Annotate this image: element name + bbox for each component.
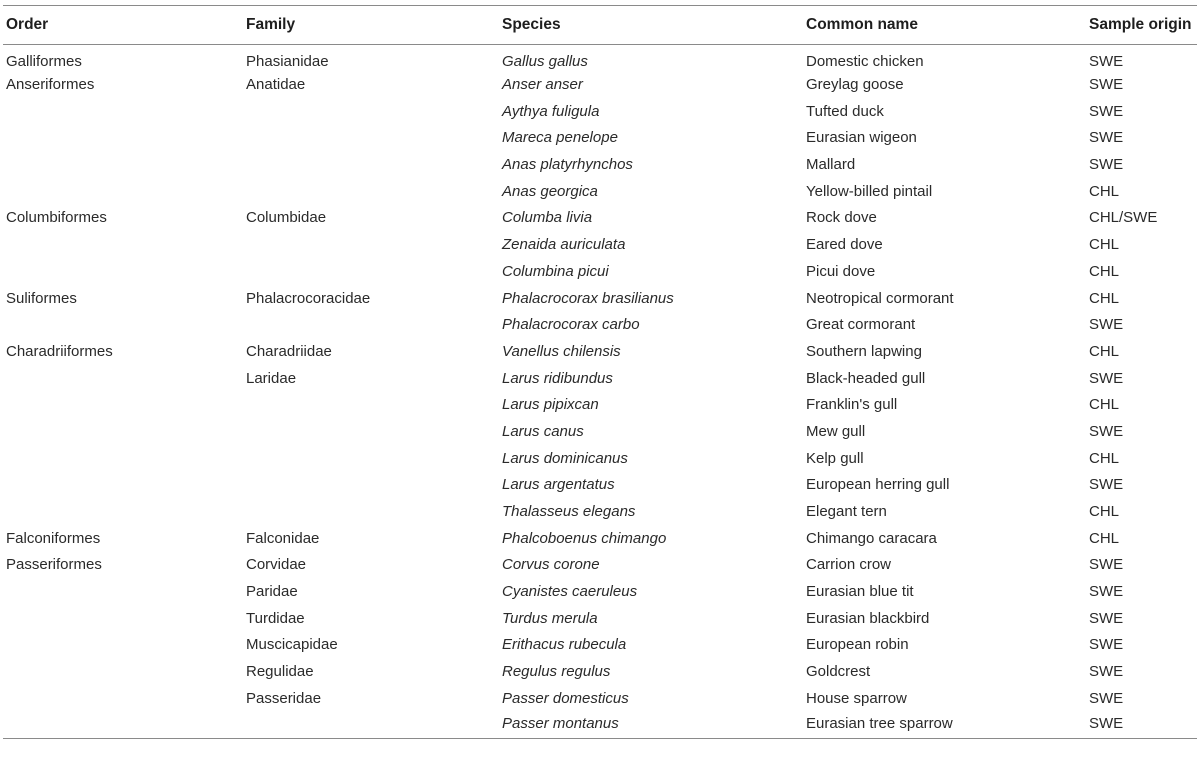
family-cell	[243, 712, 499, 739]
common-name-cell: Black-headed gull	[806, 369, 926, 387]
species-cell: Erithacus rubecula	[502, 636, 627, 654]
family-cell	[243, 98, 499, 125]
common-name-cell: Mallard	[806, 156, 856, 174]
order-cell	[3, 658, 243, 685]
common-name-cell: European herring gull	[806, 476, 950, 494]
sample-origin-cell: SWE	[1089, 316, 1124, 334]
family-cell	[243, 231, 499, 258]
column-header-family: Family	[243, 6, 499, 45]
common-name-cell: Great cormorant	[806, 316, 916, 334]
header-row	[3, 6, 1197, 45]
sample-origin-cell: CHL	[1089, 289, 1120, 307]
species-cell: Larus dominicanus	[502, 449, 628, 467]
common-name-cell: Carrion crow	[806, 556, 892, 574]
sample-origin-cell: CHL	[1089, 236, 1120, 254]
table-row	[3, 178, 1197, 205]
common-name-cell: Yellow-billed pintail	[806, 182, 933, 200]
table-row	[3, 71, 1197, 98]
common-name-cell: Neotropical cormorant	[806, 289, 954, 307]
sample-origin-cell: SWE	[1089, 102, 1124, 120]
common-name-cell: Rock dove	[806, 209, 877, 227]
family-cell	[243, 151, 499, 178]
sample-origin-cell: SWE	[1089, 609, 1124, 627]
common-name-cell: Eurasian wigeon	[806, 129, 917, 147]
table-row	[3, 338, 1197, 365]
order-cell	[3, 178, 243, 205]
common-name-cell: Chimango caracara	[806, 529, 937, 547]
family-cell: Charadriidae	[246, 342, 332, 360]
order-cell: Columbiformes	[6, 209, 107, 227]
table-row	[3, 445, 1197, 472]
table-row	[3, 685, 1197, 712]
common-name-cell: Greylag goose	[806, 76, 904, 94]
species-cell: Columba livia	[502, 209, 593, 227]
species-table	[3, 5, 1197, 739]
species-table-container	[3, 5, 1197, 739]
table-header	[3, 6, 1197, 45]
table-row	[3, 605, 1197, 632]
sample-origin-cell: SWE	[1086, 712, 1197, 739]
species-cell: Larus canus	[502, 422, 584, 440]
order-cell: Galliformes	[6, 52, 82, 70]
table-row	[3, 311, 1197, 338]
sample-origin-cell: CHL	[1089, 529, 1120, 547]
common-name-cell: Mew gull	[806, 422, 866, 440]
family-cell: Falconidae	[246, 529, 320, 547]
table-body	[3, 45, 1197, 739]
sample-origin-cell: SWE	[1089, 76, 1124, 94]
common-name-cell: Kelp gull	[806, 449, 864, 467]
order-cell	[3, 472, 243, 499]
common-name-cell: Tufted duck	[806, 102, 884, 120]
family-cell: Laridae	[246, 369, 297, 387]
species-cell: Gallus gallus	[502, 52, 588, 70]
column-header-order: Order	[3, 6, 243, 45]
family-cell: Paridae	[246, 583, 298, 601]
family-cell	[243, 391, 499, 418]
table-row	[3, 712, 1197, 739]
table-row	[3, 231, 1197, 258]
family-cell	[243, 418, 499, 445]
species-cell: Thalasseus elegans	[502, 503, 636, 521]
species-cell: Larus argentatus	[502, 476, 615, 494]
sample-origin-cell: CHL	[1089, 262, 1120, 280]
common-name-cell: House sparrow	[806, 689, 907, 707]
species-cell: Regulus regulus	[502, 663, 611, 681]
sample-origin-cell: CHL	[1089, 342, 1120, 360]
sample-origin-cell: SWE	[1089, 583, 1124, 601]
sample-origin-cell: SWE	[1089, 689, 1124, 707]
species-cell: Larus ridibundus	[502, 369, 613, 387]
family-cell	[243, 178, 499, 205]
order-cell: Charadriiformes	[6, 342, 113, 360]
table-row	[3, 658, 1197, 685]
sample-origin-cell: SWE	[1089, 556, 1124, 574]
order-cell: Falconiformes	[6, 529, 101, 547]
species-cell: Phalacrocorax carbo	[502, 316, 640, 334]
species-cell: Phalacrocorax brasilianus	[502, 289, 674, 307]
species-cell: Cyanistes caeruleus	[502, 583, 638, 601]
family-cell: Muscicapidae	[246, 636, 338, 654]
order-cell	[3, 231, 243, 258]
column-header-species: Species	[499, 6, 803, 45]
table-row	[3, 472, 1197, 499]
order-cell	[3, 445, 243, 472]
sample-origin-cell: SWE	[1089, 476, 1124, 494]
species-cell: Larus pipixcan	[502, 396, 599, 414]
table-row	[3, 125, 1197, 152]
species-cell: Aythya fuligula	[502, 102, 600, 120]
sample-origin-cell: SWE	[1089, 369, 1124, 387]
sample-origin-cell: CHL	[1089, 449, 1120, 467]
column-header-sample-origin: Sample origin	[1086, 6, 1197, 45]
sample-origin-cell: SWE	[1089, 52, 1124, 70]
order-cell	[3, 632, 243, 659]
table-row	[3, 285, 1197, 312]
order-cell	[3, 578, 243, 605]
species-cell: Corvus corone	[502, 556, 600, 574]
common-name-cell: Southern lapwing	[806, 342, 922, 360]
table-row	[3, 632, 1197, 659]
family-cell	[243, 445, 499, 472]
sample-origin-cell: CHL/SWE	[1089, 209, 1158, 227]
common-name-cell: Picui dove	[806, 262, 876, 280]
family-cell	[243, 472, 499, 499]
order-cell	[3, 365, 243, 392]
table-row	[3, 365, 1197, 392]
species-cell: Phalcoboenus chimango	[502, 529, 667, 547]
order-cell	[3, 151, 243, 178]
order-cell: Anseriformes	[6, 76, 95, 94]
species-cell: Vanellus chilensis	[502, 342, 621, 360]
order-cell	[3, 418, 243, 445]
family-cell: Corvidae	[246, 556, 307, 574]
species-cell: Zenaida auriculata	[502, 236, 626, 254]
sample-origin-cell: CHL	[1089, 503, 1120, 521]
family-cell	[243, 498, 499, 525]
order-cell	[3, 391, 243, 418]
table-row	[3, 151, 1197, 178]
family-cell	[243, 125, 499, 152]
table-row	[3, 45, 1197, 72]
sample-origin-cell: SWE	[1089, 663, 1124, 681]
species-cell: Turdus merula	[502, 609, 598, 627]
order-cell: Passeriformes	[6, 556, 102, 574]
sample-origin-cell: SWE	[1089, 129, 1124, 147]
order-cell: Suliformes	[6, 289, 77, 307]
table-row	[3, 205, 1197, 232]
common-name-cell: Eared dove	[806, 236, 883, 254]
common-name-cell: Franklin's gull	[806, 396, 898, 414]
species-cell: Passer domesticus	[502, 689, 629, 707]
table-row	[3, 552, 1197, 579]
common-name-cell: Eurasian blackbird	[806, 609, 930, 627]
column-header-common-name: Common name	[803, 6, 1086, 45]
family-cell: Regulidae	[246, 663, 314, 681]
family-cell: Anatidae	[246, 76, 306, 94]
family-cell: Columbidae	[246, 209, 327, 227]
sample-origin-cell: CHL	[1089, 182, 1120, 200]
order-cell	[3, 98, 243, 125]
common-name-cell: Domestic chicken	[806, 52, 924, 70]
order-cell	[3, 125, 243, 152]
sample-origin-cell: CHL	[1089, 396, 1120, 414]
sample-origin-cell: SWE	[1089, 156, 1124, 174]
common-name-cell: Eurasian blue tit	[806, 583, 914, 601]
family-cell: Phalacrocoracidae	[246, 289, 371, 307]
species-cell: Mareca penelope	[502, 129, 618, 147]
table-row	[3, 98, 1197, 125]
family-cell: Phasianidae	[246, 52, 329, 70]
table-row	[3, 391, 1197, 418]
order-cell	[3, 712, 243, 739]
common-name-cell: Goldcrest	[806, 663, 871, 681]
species-cell: Columbina picui	[502, 262, 609, 280]
order-cell	[3, 311, 243, 338]
table-row	[3, 525, 1197, 552]
order-cell	[3, 498, 243, 525]
common-name-cell: Elegant tern	[806, 503, 887, 521]
table-row	[3, 258, 1197, 285]
family-cell: Turdidae	[246, 609, 305, 627]
order-cell	[3, 685, 243, 712]
common-name-cell: European robin	[806, 636, 909, 654]
family-cell	[243, 258, 499, 285]
table-row	[3, 498, 1197, 525]
species-cell: Anser anser	[502, 76, 583, 94]
family-cell: Passeridae	[246, 689, 322, 707]
sample-origin-cell: SWE	[1089, 422, 1124, 440]
species-cell: Passer montanus	[499, 712, 803, 739]
order-cell	[3, 258, 243, 285]
order-cell	[3, 605, 243, 632]
table-row	[3, 418, 1197, 445]
sample-origin-cell: SWE	[1089, 636, 1124, 654]
family-cell	[243, 311, 499, 338]
species-cell: Anas georgica	[502, 182, 598, 200]
common-name-cell: Eurasian tree sparrow	[803, 712, 1086, 739]
table-row	[3, 578, 1197, 605]
species-cell: Anas platyrhynchos	[502, 156, 633, 174]
